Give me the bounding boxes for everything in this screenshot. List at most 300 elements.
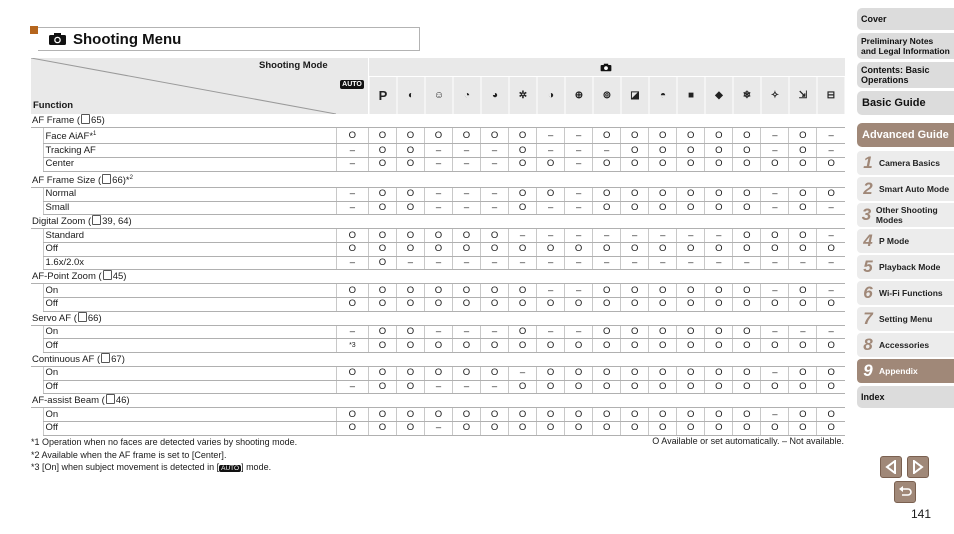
availability-cell: O bbox=[452, 284, 480, 298]
table-row bbox=[31, 229, 845, 243]
setting-label: Off bbox=[43, 339, 336, 353]
availability-cell: O bbox=[396, 144, 424, 158]
availability-cell: O bbox=[509, 128, 537, 144]
setting-label: Off bbox=[43, 380, 336, 394]
availability-cell: O bbox=[452, 128, 480, 144]
availability-cell: – bbox=[761, 408, 789, 422]
availability-cell: O bbox=[537, 380, 565, 394]
setting-label: Tracking AF bbox=[43, 144, 336, 158]
sidebar-chapter-5[interactable] bbox=[857, 255, 954, 279]
availability-cell: O bbox=[537, 242, 565, 256]
availability-cell: O bbox=[621, 144, 649, 158]
table-row bbox=[31, 284, 845, 298]
availability-cell: O bbox=[593, 298, 621, 312]
availability-cell: O bbox=[368, 325, 396, 339]
function-group-label: Servo AF ( 66) bbox=[31, 311, 845, 325]
availability-cell: O bbox=[649, 201, 677, 215]
table-row bbox=[31, 367, 845, 381]
chapter-label: Accessories bbox=[879, 340, 930, 350]
availability-cell: O bbox=[396, 325, 424, 339]
sidebar-chapter-8[interactable] bbox=[857, 333, 954, 357]
function-group-row bbox=[31, 114, 845, 128]
setting-label: Face AiAF*$^1$ bbox=[43, 128, 336, 144]
sidebar-item-preliminary[interactable]: Preliminary Notes and Legal Information bbox=[857, 33, 954, 59]
availability-cell: – bbox=[817, 256, 845, 270]
sidebar-item-cover[interactable]: Cover bbox=[857, 8, 954, 30]
mode-color-swap-icon: ■ bbox=[687, 89, 695, 101]
setting-label: Small bbox=[43, 201, 336, 215]
availability-cell: – bbox=[817, 229, 845, 243]
availability-cell: O bbox=[452, 367, 480, 381]
availability-cell: O bbox=[621, 325, 649, 339]
availability-cell: O bbox=[481, 229, 509, 243]
availability-cell: O bbox=[336, 128, 368, 144]
sidebar-item-basic-guide[interactable]: Basic Guide bbox=[857, 91, 954, 115]
availability-cell: O bbox=[452, 422, 480, 436]
availability-cell: O bbox=[705, 325, 733, 339]
function-group-row bbox=[31, 270, 845, 284]
availability-cell: O bbox=[481, 339, 509, 353]
setting-label: Off bbox=[43, 242, 336, 256]
availability-cell: O bbox=[368, 367, 396, 381]
availability-cell: O bbox=[452, 298, 480, 312]
availability-cell: O bbox=[705, 201, 733, 215]
availability-cell: O bbox=[424, 298, 452, 312]
availability-cell: O bbox=[424, 284, 452, 298]
availability-cell: O bbox=[789, 422, 817, 436]
availability-cell: – bbox=[336, 144, 368, 158]
availability-cell: – bbox=[537, 144, 565, 158]
return-icon bbox=[898, 486, 912, 498]
availability-cell: O bbox=[649, 408, 677, 422]
availability-cell: O bbox=[537, 187, 565, 201]
shooting-menu-table bbox=[31, 58, 845, 436]
function-group-row bbox=[31, 353, 845, 367]
availability-cell: O bbox=[396, 422, 424, 436]
availability-cell: O bbox=[368, 408, 396, 422]
availability-cell: – bbox=[481, 201, 509, 215]
function-group-label: AF-Point Zoom ( 45) bbox=[31, 270, 845, 284]
availability-cell: O bbox=[789, 380, 817, 394]
table-row bbox=[31, 187, 845, 201]
availability-cell: O bbox=[537, 422, 565, 436]
availability-cell: – bbox=[817, 284, 845, 298]
availability-cell: – bbox=[424, 201, 452, 215]
availability-cell: O bbox=[621, 367, 649, 381]
setting-label: Off bbox=[43, 298, 336, 312]
availability-cell: O bbox=[677, 187, 705, 201]
table-row bbox=[31, 201, 845, 215]
availability-cell: O bbox=[565, 298, 593, 312]
availability-cell: O bbox=[565, 408, 593, 422]
chapter-number: 3 bbox=[861, 205, 872, 224]
availability-cell: O bbox=[789, 339, 817, 353]
availability-cell: – bbox=[424, 144, 452, 158]
availability-cell: – bbox=[336, 187, 368, 201]
availability-cell: – bbox=[481, 158, 509, 172]
availability-cell: O bbox=[677, 408, 705, 422]
availability-cell: O bbox=[565, 380, 593, 394]
table-row bbox=[31, 408, 845, 422]
availability-cell: – bbox=[537, 201, 565, 215]
chapter-number: 6 bbox=[863, 283, 873, 302]
page-title-box bbox=[38, 27, 420, 51]
availability-cell: O bbox=[761, 158, 789, 172]
availability-cell: O bbox=[368, 284, 396, 298]
availability-cell: O bbox=[649, 380, 677, 394]
availability-cell: O bbox=[509, 201, 537, 215]
availability-cell: O bbox=[565, 367, 593, 381]
availability-cell: O bbox=[649, 339, 677, 353]
availability-cell: O bbox=[509, 298, 537, 312]
availability-cell: O bbox=[761, 229, 789, 243]
availability-cell: O bbox=[593, 422, 621, 436]
availability-cell: O bbox=[733, 339, 761, 353]
availability-cell: – bbox=[761, 367, 789, 381]
availability-cell: O bbox=[481, 367, 509, 381]
availability-cell: O bbox=[649, 367, 677, 381]
availability-cell: O bbox=[565, 339, 593, 353]
availability-cell: – bbox=[336, 380, 368, 394]
availability-cell: – bbox=[733, 256, 761, 270]
availability-cell: O bbox=[733, 380, 761, 394]
availability-cell: O bbox=[733, 367, 761, 381]
availability-cell: O bbox=[424, 408, 452, 422]
availability-cell: O bbox=[368, 144, 396, 158]
mode-fish-eye-icon: ◕ bbox=[491, 89, 499, 101]
availability-cell: O bbox=[509, 158, 537, 172]
chapter-label: Playback Mode bbox=[879, 262, 941, 272]
chapter-label: P Mode bbox=[879, 236, 910, 246]
sidebar-nav bbox=[857, 8, 954, 411]
availability-cell: O bbox=[621, 201, 649, 215]
availability-cell: O bbox=[677, 201, 705, 215]
availability-cell: O bbox=[789, 408, 817, 422]
mode-snow-icon: ◆ bbox=[715, 89, 723, 101]
availability-cell: – bbox=[424, 422, 452, 436]
prev-page-button[interactable] bbox=[880, 456, 902, 478]
table-row bbox=[31, 325, 845, 339]
arrow-right-icon bbox=[912, 460, 924, 474]
availability-cell: O bbox=[481, 408, 509, 422]
availability-cell: – bbox=[565, 256, 593, 270]
availability-cell: O bbox=[509, 380, 537, 394]
availability-cell: O bbox=[368, 380, 396, 394]
book-ref-icon bbox=[102, 174, 111, 184]
function-group-label: Continuous AF ( 67) bbox=[31, 353, 845, 367]
availability-cell: – bbox=[817, 128, 845, 144]
availability-cell: O bbox=[649, 158, 677, 172]
mode-handheld-night-icon: ✧ bbox=[770, 89, 780, 101]
availability-cell: O bbox=[677, 284, 705, 298]
availability-cell: – bbox=[396, 256, 424, 270]
chapter-label: Other Shooting Modes bbox=[875, 205, 938, 225]
chapter-label: Setting Menu bbox=[879, 314, 933, 324]
availability-cell: O bbox=[336, 298, 368, 312]
availability-cell: O bbox=[452, 229, 480, 243]
availability-cell: – bbox=[424, 158, 452, 172]
availability-cell: O bbox=[733, 128, 761, 144]
availability-cell: – bbox=[565, 284, 593, 298]
setting-label: Normal bbox=[43, 187, 336, 201]
footnote-2: *2 Available when the AF frame is set to [Center]. bbox=[31, 449, 227, 460]
sidebar-item-index[interactable]: Index bbox=[857, 386, 954, 408]
chapter-label: Appendix bbox=[879, 366, 918, 376]
availability-cell: O bbox=[368, 128, 396, 144]
auto-mode-icon: AUTO bbox=[221, 465, 240, 472]
availability-cell: O bbox=[368, 298, 396, 312]
availability-cell: – bbox=[452, 325, 480, 339]
availability-cell: – bbox=[452, 201, 480, 215]
sidebar-chapter-6[interactable] bbox=[857, 281, 954, 305]
availability-cell: – bbox=[817, 144, 845, 158]
mode-movie-icon: ⊟ bbox=[826, 89, 836, 101]
availability-cell: O bbox=[368, 187, 396, 201]
availability-cell: – bbox=[593, 256, 621, 270]
availability-cell: O bbox=[677, 367, 705, 381]
table-row bbox=[31, 144, 845, 158]
book-ref-icon bbox=[78, 312, 87, 322]
mode-color-accent-icon: ◓ bbox=[659, 89, 667, 101]
availability-cell: – bbox=[789, 256, 817, 270]
book-ref-icon bbox=[101, 353, 110, 363]
availability-cell: – bbox=[593, 144, 621, 158]
availability-cell: O bbox=[761, 298, 789, 312]
availability-cell: O bbox=[733, 408, 761, 422]
availability-cell: O bbox=[677, 422, 705, 436]
availability-cell: O bbox=[424, 242, 452, 256]
setting-label: Off bbox=[43, 422, 336, 436]
setting-label: On bbox=[43, 325, 336, 339]
availability-cell: O bbox=[677, 380, 705, 394]
availability-cell: O bbox=[705, 242, 733, 256]
availability-cell: O bbox=[621, 408, 649, 422]
availability-cell: O bbox=[733, 284, 761, 298]
availability-cell: O bbox=[593, 284, 621, 298]
table-row bbox=[31, 158, 845, 172]
availability-cell: O bbox=[593, 187, 621, 201]
availability-cell: O bbox=[336, 229, 368, 243]
availability-cell: O bbox=[733, 242, 761, 256]
availability-cell: – bbox=[481, 380, 509, 394]
availability-cell: – bbox=[452, 144, 480, 158]
availability-cell: O bbox=[336, 242, 368, 256]
chapter-number: 4 bbox=[863, 231, 873, 250]
availability-cell: – bbox=[593, 229, 621, 243]
availability-cell: – bbox=[481, 187, 509, 201]
setting-label: On bbox=[43, 367, 336, 381]
availability-cell: O bbox=[705, 339, 733, 353]
availability-cell: – bbox=[509, 229, 537, 243]
table-row bbox=[31, 380, 845, 394]
availability-cell: O bbox=[789, 158, 817, 172]
availability-cell: – bbox=[705, 256, 733, 270]
availability-cell: O bbox=[621, 298, 649, 312]
availability-cell: – bbox=[565, 325, 593, 339]
availability-cell: – bbox=[761, 325, 789, 339]
chapter-label: Camera Basics bbox=[879, 158, 940, 168]
availability-cell: – bbox=[424, 325, 452, 339]
sidebar-chapter-7[interactable] bbox=[857, 307, 954, 331]
availability-cell: O bbox=[649, 422, 677, 436]
availability-cell: – bbox=[761, 284, 789, 298]
mode-poster-icon: ◪ bbox=[630, 89, 640, 101]
availability-cell: – bbox=[452, 380, 480, 394]
sidebar-chapter-3[interactable] bbox=[857, 203, 954, 227]
mode-low-light-icon: ◔ bbox=[463, 89, 471, 101]
availability-cell: – bbox=[761, 201, 789, 215]
availability-cell: – bbox=[761, 128, 789, 144]
availability-cell: O bbox=[789, 187, 817, 201]
availability-cell: O bbox=[621, 158, 649, 172]
availability-cell: – bbox=[761, 187, 789, 201]
availability-cell: O bbox=[368, 229, 396, 243]
availability-cell: – bbox=[817, 201, 845, 215]
footnotes bbox=[31, 436, 297, 476]
availability-cell: O bbox=[677, 325, 705, 339]
availability-cell: O bbox=[593, 325, 621, 339]
availability-cell: O bbox=[452, 408, 480, 422]
mode-toy-camera-icon: ◑ bbox=[547, 89, 555, 101]
chapter-label: Smart Auto Mode bbox=[879, 184, 950, 194]
availability-cell: O bbox=[649, 325, 677, 339]
availability-cell: O bbox=[817, 187, 845, 201]
return-button[interactable] bbox=[894, 481, 916, 503]
availability-cell: O bbox=[396, 380, 424, 394]
table-row bbox=[31, 242, 845, 256]
footnote-3: *3 [On] when subject movement is detected in [ AUTO ] mode. bbox=[31, 462, 272, 472]
availability-cell: O bbox=[537, 339, 565, 353]
mode-super-vivid-icon: ⊚ bbox=[602, 89, 612, 101]
availability-cell: O bbox=[733, 187, 761, 201]
availability-cell: O bbox=[677, 128, 705, 144]
availability-cell: O bbox=[593, 367, 621, 381]
availability-cell: O bbox=[649, 187, 677, 201]
chapter-number: 1 bbox=[863, 153, 873, 172]
availability-cell: O bbox=[509, 187, 537, 201]
arrow-left-icon bbox=[885, 460, 897, 474]
function-group-label: AF Frame Size ( 66)*$^2$ bbox=[31, 171, 845, 187]
setting-label: 1.6x/2.0x bbox=[43, 256, 336, 270]
availability-cell: O bbox=[705, 128, 733, 144]
availability-cell: – bbox=[565, 187, 593, 201]
function-group-row bbox=[31, 171, 845, 187]
footnote-1: *1 Operation when no faces are detected varies by shooting mode. bbox=[31, 437, 298, 447]
availability-cell: O bbox=[649, 144, 677, 158]
availability-cell: – bbox=[537, 256, 565, 270]
availability-cell: – bbox=[649, 256, 677, 270]
sidebar-chapter-4[interactable] bbox=[857, 229, 954, 253]
availability-cell: O bbox=[336, 408, 368, 422]
sidebar-chapter-9[interactable] bbox=[857, 359, 954, 383]
availability-cell: O bbox=[452, 242, 480, 256]
availability-cell: – bbox=[424, 380, 452, 394]
availability-cell: – bbox=[424, 256, 452, 270]
availability-cell: O bbox=[509, 144, 537, 158]
availability-cell: O bbox=[733, 158, 761, 172]
chapter-number: 7 bbox=[863, 309, 873, 328]
table-row bbox=[31, 128, 845, 144]
page-title: Shooting Menu bbox=[73, 30, 182, 48]
availability-cell: – bbox=[481, 325, 509, 339]
availability-cell: O bbox=[481, 242, 509, 256]
table-row bbox=[31, 422, 845, 436]
sidebar-chapter-2[interactable] bbox=[857, 177, 954, 201]
availability-cell: – bbox=[621, 256, 649, 270]
availability-cell: O bbox=[537, 298, 565, 312]
availability-cell: – bbox=[761, 144, 789, 158]
availability-cell: O bbox=[593, 408, 621, 422]
availability-cell: – bbox=[424, 187, 452, 201]
availability-cell: O bbox=[396, 187, 424, 201]
sidebar-chapter-1[interactable] bbox=[857, 151, 954, 175]
availability-cell: O bbox=[593, 339, 621, 353]
next-page-button[interactable] bbox=[907, 456, 929, 478]
availability-cell: O bbox=[368, 256, 396, 270]
availability-cell: O bbox=[481, 284, 509, 298]
mode-P-icon: P bbox=[378, 87, 388, 103]
function-group-row bbox=[31, 394, 845, 408]
availability-cell: O bbox=[733, 201, 761, 215]
sidebar-item-contents[interactable]: Contents: Basic Operations bbox=[857, 62, 954, 88]
chapter-number: 5 bbox=[863, 257, 873, 276]
availability-cell: O bbox=[481, 128, 509, 144]
function-group-label: AF-assist Beam ( 46) bbox=[31, 394, 845, 408]
availability-cell: O bbox=[593, 380, 621, 394]
chapter-number: 9 bbox=[863, 361, 873, 380]
availability-cell: O bbox=[705, 408, 733, 422]
availability-cell: O bbox=[705, 187, 733, 201]
availability-cell: O bbox=[677, 339, 705, 353]
availability-cell: O bbox=[705, 284, 733, 298]
availability-cell: O bbox=[368, 201, 396, 215]
availability-cell: O bbox=[817, 339, 845, 353]
availability-cell: O bbox=[424, 229, 452, 243]
availability-cell: – bbox=[621, 229, 649, 243]
function-group-label: Digital Zoom ( 39, 64) bbox=[31, 215, 845, 229]
availability-cell: – bbox=[481, 144, 509, 158]
availability-cell: O bbox=[396, 284, 424, 298]
availability-cell: O bbox=[761, 422, 789, 436]
availability-cell: *3 bbox=[336, 339, 368, 353]
availability-cell: – bbox=[509, 367, 537, 381]
availability-cell: – bbox=[452, 158, 480, 172]
availability-cell: O bbox=[565, 242, 593, 256]
sidebar-item-advanced-guide[interactable]: Advanced Guide bbox=[857, 123, 954, 147]
availability-cell: O bbox=[396, 242, 424, 256]
availability-cell: – bbox=[537, 284, 565, 298]
availability-cell: – bbox=[537, 325, 565, 339]
mode-miniature-icon: ✲ bbox=[518, 89, 528, 101]
availability-cell: – bbox=[817, 325, 845, 339]
availability-cell: O bbox=[817, 242, 845, 256]
availability-cell: – bbox=[789, 325, 817, 339]
mode-face-self-timer-icon: ☺ bbox=[433, 89, 445, 101]
mode-fireworks-icon: ❄ bbox=[742, 89, 752, 101]
availability-cell: – bbox=[565, 144, 593, 158]
header-shooting-mode: Shooting Mode bbox=[259, 60, 328, 71]
availability-cell: – bbox=[336, 201, 368, 215]
title-marker bbox=[30, 26, 38, 34]
book-ref-icon bbox=[81, 114, 90, 124]
availability-cell: O bbox=[481, 422, 509, 436]
availability-cell: O bbox=[733, 325, 761, 339]
availability-cell: O bbox=[593, 158, 621, 172]
availability-cell: O bbox=[621, 339, 649, 353]
mode-stitch-assist-icon: ⇲ bbox=[798, 89, 808, 101]
availability-cell: O bbox=[817, 408, 845, 422]
table-row bbox=[31, 339, 845, 353]
